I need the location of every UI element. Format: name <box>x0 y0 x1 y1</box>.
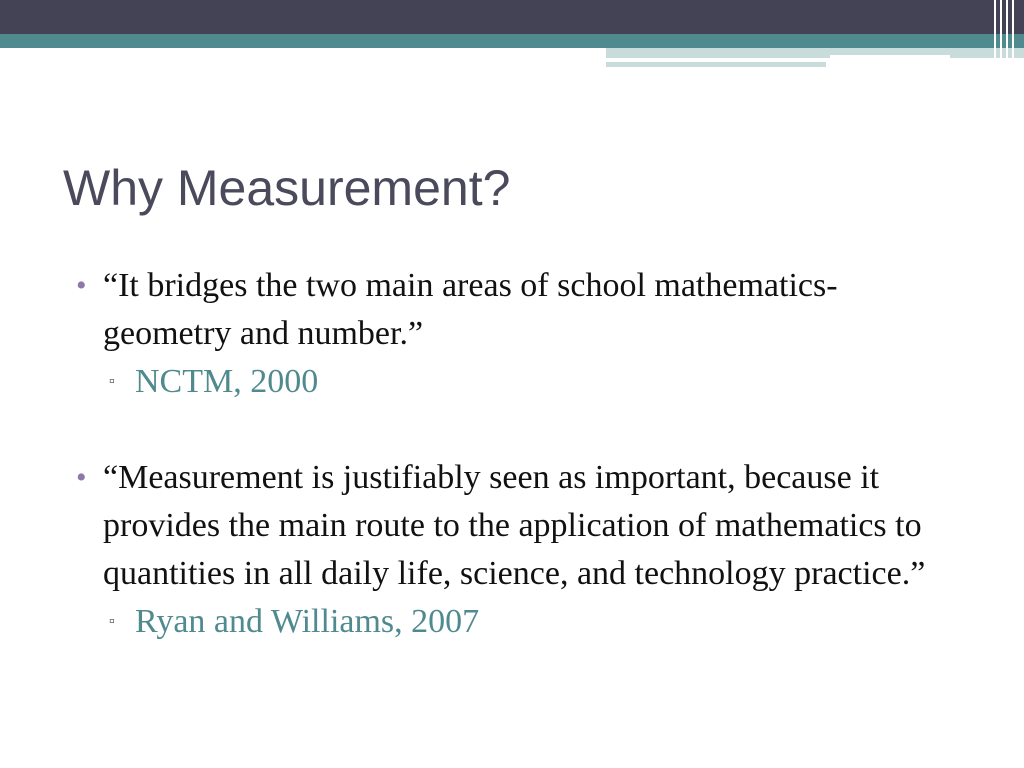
bullet-item <box>70 454 960 598</box>
bullet-item <box>70 262 960 358</box>
header-band-light-thin <box>606 62 826 67</box>
bullet-dot-icon: • <box>76 269 87 302</box>
square-bullet-icon: ▫ <box>109 373 115 390</box>
header-band-teal <box>0 34 1024 48</box>
citation-text: Ryan and Williams, 2007 <box>135 603 480 640</box>
citation-item <box>70 358 960 406</box>
citation-item <box>70 598 960 646</box>
header-vertical-stripes <box>990 0 1024 70</box>
slide-content <box>70 262 960 646</box>
header-band-dark <box>0 0 1024 34</box>
bullet-text: “It bridges the two main areas of school mathematics-geometry and number.” <box>103 267 838 352</box>
bullet-text: “Measurement is justifiably seen as important, because it provides the main route to the application of mathematics to quantities in all daily life, science, and technology practice.” <box>103 459 926 592</box>
square-bullet-icon: ▫ <box>109 613 115 630</box>
citation-text: NCTM, 2000 <box>135 363 319 400</box>
slide-title: Why Measurement? <box>63 160 511 216</box>
header-band-highlight <box>830 55 950 58</box>
header-band-light <box>606 48 1024 58</box>
bullet-dot-icon: • <box>76 461 87 494</box>
